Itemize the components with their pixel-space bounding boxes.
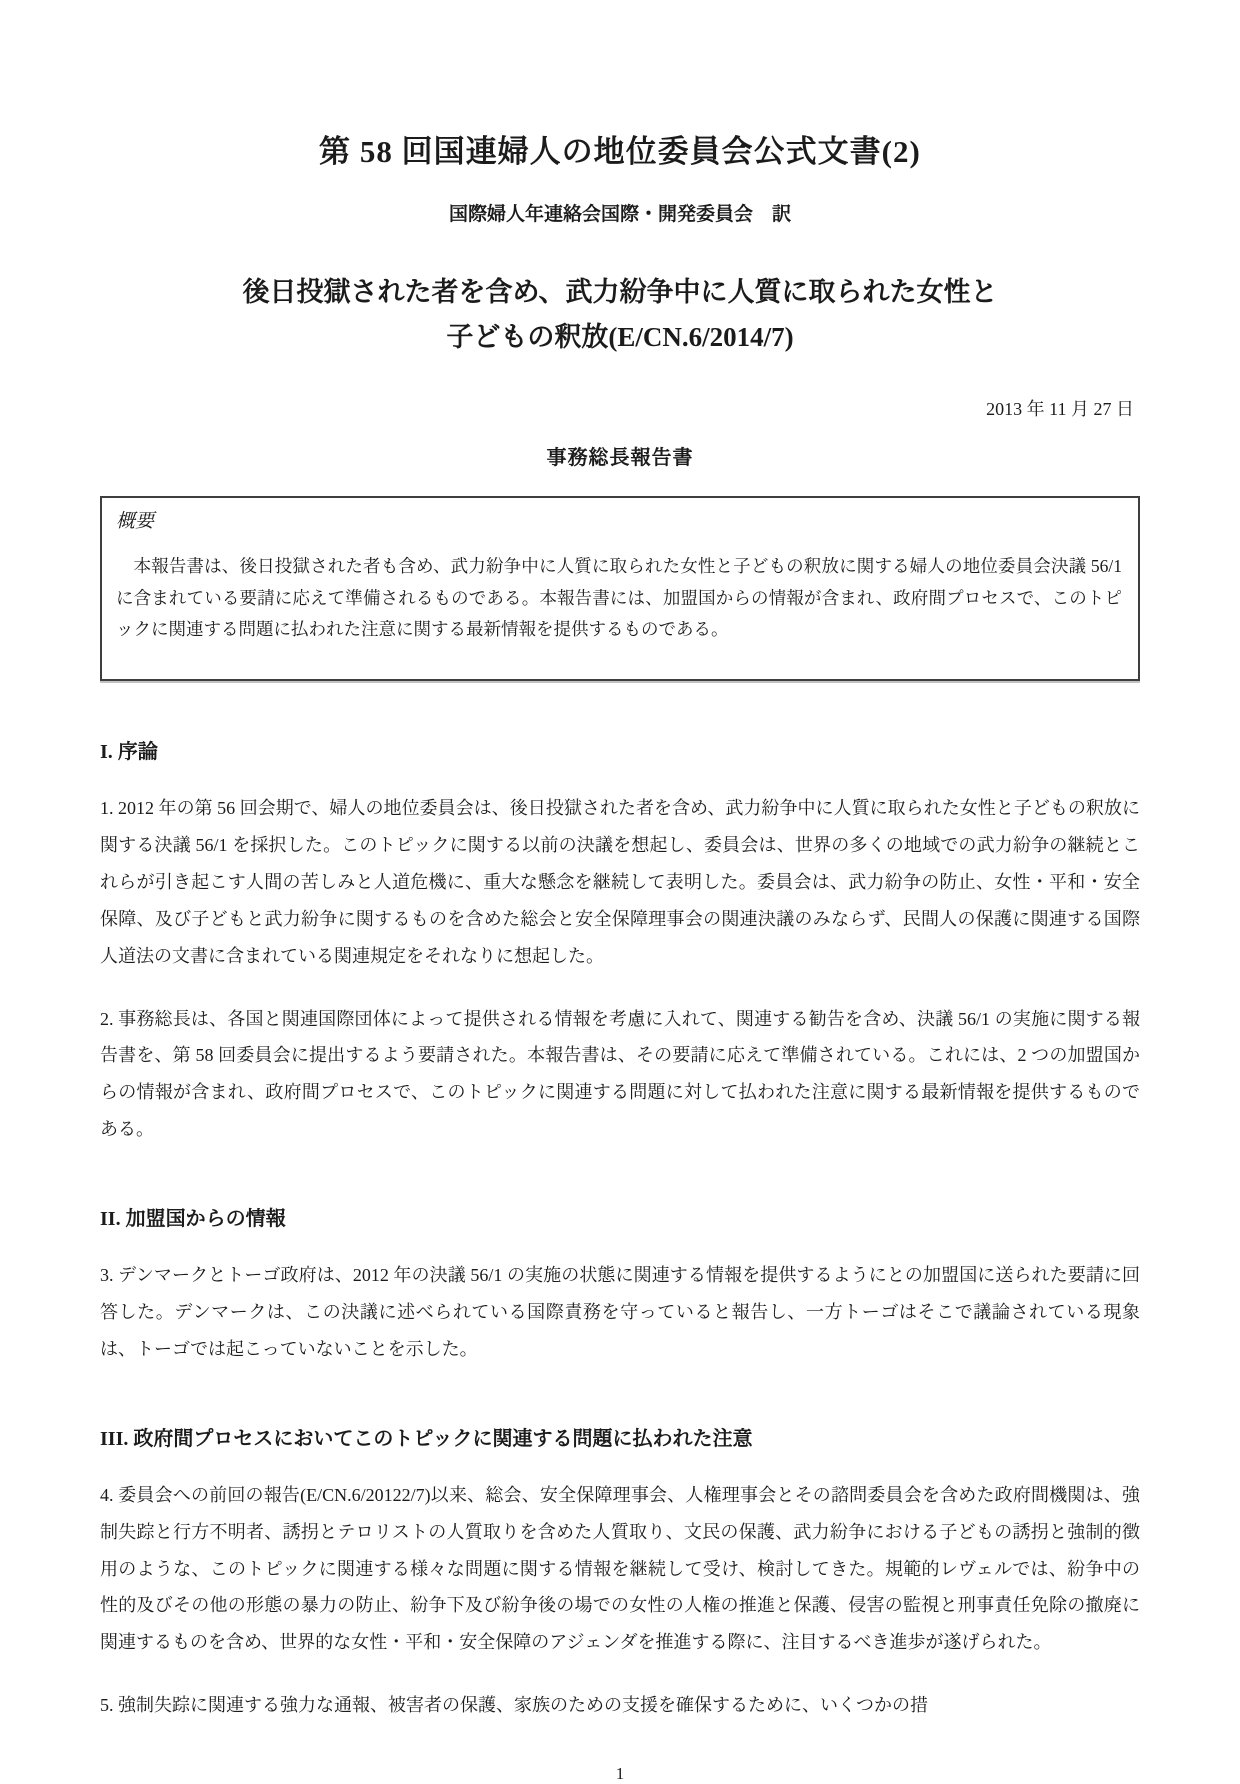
main-title: 第 58 回国連婦人の地位委員会公式文書(2) — [319, 134, 921, 169]
paragraph-4: 4. 委員会への前回の報告(E/CN.6/20122/7)以来、総会、安全保障理事会、人権理事会とその諮問委員会を含めた政府間機関は、強制失踪と行方不明者、誘拐とテロリストの人質取りを含めた人質取り、文民の保護、武力紛争における子どもの誘拐と強制的徴用のような、このトピックに関連する様々な問題に関する情報を継続して受け、検討してきた。規範的レヴェルでは、紛争中の性的及びその他の形態の暴力の防止、紛争下及び紛争後の場での女性の人権の推進と保護、侵害の監視と刑事責任免除の撤廃に関連するものを含め、世界的な女性・平和・安全保障のアジェンダを推進する際に、注目するべき進歩が遂げられた。 — [100, 1484, 1140, 1653]
section-heading-introduction: I. 序論 — [100, 741, 158, 764]
page-number: 1 — [615, 1764, 625, 1784]
translator-line: 国際婦人年連絡会国際・開発委員会 訳 — [448, 204, 791, 225]
section-heading-intergovernmental-process: III. 政府間プロセスにおいてこのトピックに関連する問題に払われた注意 — [100, 1427, 753, 1450]
summary-body: 本報告書は、後日投獄された者も含め、武力紛争中に人質に取られた女性と子どもの釈放に関する婦人の地位委員会決議 56/1 に含まれている要請に応えて準備されるものである。本報告書には、加盟国からの情報が含まれ、政府間プロセスで、このトピックに関連する問題に払われた注意に関する最新情報を提供するものである。 — [116, 556, 1122, 640]
section-introduction — [100, 735, 1140, 1148]
section-member-states-info — [100, 1202, 1140, 1368]
date-line: 2013 年 11 月 27 日 — [986, 399, 1134, 420]
paragraph-5: 5. 強制失踪に関連する強力な通報、被害者の保護、家族のための支援を確保するために、いくつかの措 — [100, 1695, 928, 1716]
summary-box — [100, 496, 1140, 681]
section-heading-member-states-info: II. 加盟国からの情報 — [100, 1208, 286, 1231]
summary-label: 概要 — [116, 511, 155, 533]
document-title-line2: 子どもの釈放(E/CN.6/2014/7) — [446, 321, 794, 352]
report-heading: 事務総長報告書 — [546, 447, 694, 470]
section-intergovernmental-process — [100, 1422, 1140, 1724]
paragraph-1: 1. 2012 年の第 56 回会期で、婦人の地位委員会は、後日投獄された者を含め、武力紛争中に人質に取られた女性と子どもの釈放に関する決議 56/1 を採択した。このトピックに関する以前の決議を想起し、委員会は、世界の多くの地域での武力紛争の継続とこれらが引き起こす人間の苦しみと人道危機に、重大な懸念を継続して表明した。委員会は、武力紛争の防止、女性・平和・安全保障、及び子どもと武力紛争に関するものを含めた総会と安全保障理事会の関連決議のみならず、民間人の保護に関連する国際人道法の文書に含まれている関連規定をそれなりに想起した。 — [100, 798, 1140, 966]
paragraph-3: 3. デンマークとトーゴ政府は、2012 年の決議 56/1 の実施の状態に関連する情報を提供するようにとの加盟国に送られた要請に回答した。デンマークは、この決議に述べられている国際責務を守っていると報告し、一方トーゴはそこで議論されている現象は、トーゴでは起こっていないことを示した。 — [100, 1265, 1140, 1359]
paragraph-2: 2. 事務総長は、各国と関連国際団体によって提供される情報を考慮に入れて、関連する勧告を含め、決議 56/1 の実施に関する報告書を、第 58 回委員会に提出するよう要請された。本報告書は、その要請に応えて準備されている。これには、2 つの加盟国からの情報が含まれ、政府間プロセスで、このトピックに関連する問題に対して払われた注意に関する最新情報を提供するものである。 — [100, 1008, 1140, 1140]
document-title — [100, 270, 1140, 359]
document-title-line1: 後日投獄された者を含め、武力紛争中に人質に取られた女性と — [242, 277, 998, 307]
